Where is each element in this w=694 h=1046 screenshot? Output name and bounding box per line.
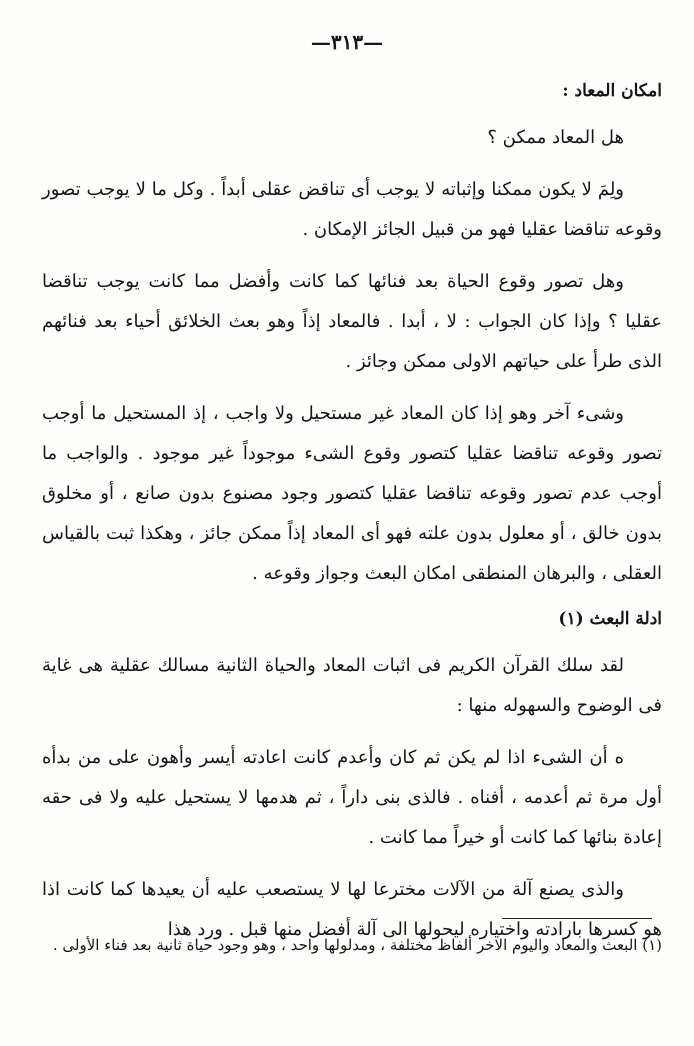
page-body (42, 78, 662, 962)
paragraph-6: والذى يصنع آلة من الآلات مخترعا لها لا يستصعب عليه أن يعيدها كما كانت اذا هو كسرها بارادته واختياره ليحولها الى آلة أفضل منها قبل . ورد هذا (42, 879, 662, 940)
page-number: —٣١٣— (310, 30, 384, 54)
footnote-divider (502, 918, 652, 919)
question-paragraph: هل المعاد ممكن ؟ (487, 127, 624, 148)
paragraph-1: ولِمَ لا يكون ممكنا وإثباته لا يوجب أى تناقض عقلى أبداً . وكل ما لا يوجب تصور وقوعه تناقضا عقليا فهو من قبيل الجائز الإمكان . (42, 179, 662, 240)
section-heading-imkan: امكان المعاد : (562, 81, 662, 101)
paragraph-4: لقد سلك القرآن الكريم فى اثبات المعاد والحياة الثانية مسالك عقلية هى غاية فى الوضوح والسهوله منها : (42, 655, 662, 716)
paragraph-2: وهل تصور وقوع الحياة بعد فنائها كما كانت وأفضل مما كانت يوجب تناقضا عقليا ؟ وإذا كان الجواب : لا ، أبدا . فالمعاد إذاً وهو بعث الخلائق أحياء بعد فنائهم الذى طرأ على حياتهم الاولى ممكن وجائز . (42, 271, 662, 372)
section-heading-evidence: ادلة البعث (١) (558, 609, 662, 629)
paragraph-5: ه أن الشىء اذا لم يكن ثم كان وأعدم كانت اعادته أيسر وأهون على من بدأه أول مرة ثم أعدمه ، أفناه . فالذى بنى داراً ، ثم هدمها لا يستحيل عليه ولا فى حقه إعادة بنائها كما كانت أو خيراً مما كانت . (42, 747, 662, 848)
paragraph-3: وشىء آخر وهو إذا كان المعاد غير مستحيل ولا واجب ، إذ المستحيل ما أوجب تصور وقوعه تناقضا عقليا كتصور وقوع الشىء موجوداً غير موجود . والواجب ما أوجب عدم تصور وقوعه تناقضا عقليا كتصور وجود مصنوع بدون صانع ، أو مخلوق بدون خالق ، أو معلول بدون علته فهو أى المعاد إذاً ممكن جائز ، وهكذا ثبت بالقياس العقلى ، والبرهان المنطقى امكان البعث وجواز وقوعه . (42, 403, 662, 584)
footnote: (١) البعث والمعاد واليوم الاخر ألفاظ مختلفة ، ومدلولها واحد ، وهو وجود حياة ثانية بعد فناء الأولى . (52, 936, 662, 954)
